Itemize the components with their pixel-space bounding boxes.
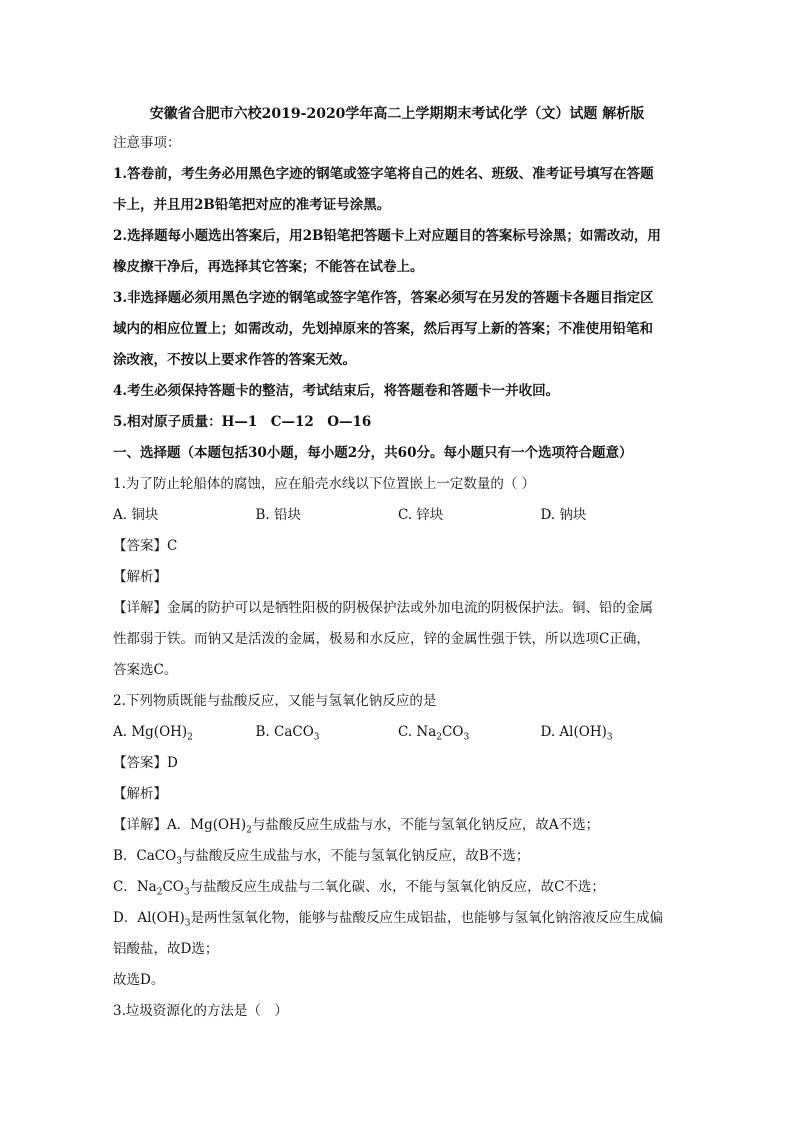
question-2-options	[113, 717, 683, 748]
note-line: 橡皮擦干净后，再选择其它答案；不能答在试卷上。	[113, 259, 424, 275]
question-1-analysis-label: 【解析】	[113, 569, 167, 585]
note-line: 卡上，并且用2B铅笔把对应的准考证号涂黑。	[113, 197, 391, 213]
question-2-detail-line: C．$Na_2CO_3$与盐酸反应生成盐与二氧化碳、水，不能与氢氧化钠反应，故C不选；	[113, 879, 605, 898]
question-1-detail-line: 答案选C。	[113, 662, 178, 678]
question-2-detail-line: D．$Al(OH)_3$是两性氢氧化物，能够与盐酸反应生成铝盐，也能够与氢氧化钠溶液反应生成偏	[113, 910, 663, 929]
option-c: C. 锌块	[398, 507, 444, 523]
note-line: 3.非选择题必须用黑色字迹的钢笔或签字笔作答，答案必须写在另发的答题卡各题目指定区	[113, 290, 654, 306]
question-2-answer: 【答案】D	[113, 755, 178, 771]
note-line: 2.选择题每小题选出答案后，用2B铅笔把答题卡上对应题目的答案标号涂黑；如需改动，用	[113, 228, 661, 244]
section-heading: 一、选择题（本题包括30小题，每小题2分，共60分。每小题只有一个选项符合题意）	[113, 445, 633, 461]
question-1-stem: 1.为了防止轮船体的腐蚀，应在船壳水线以下位置嵌上一定数量的（ ）	[113, 476, 536, 492]
question-2-stem: 2.下列物质既能与盐酸反应，又能与氢氧化钠反应的是	[113, 693, 437, 709]
question-2-detail-line: 铝酸盐，故D选；	[113, 941, 219, 957]
note-line: 4.考生必须保持答题卡的整洁，考试结束后，将答题卷和答题卡一并收回。	[113, 383, 560, 399]
question-1-answer: 【答案】C	[113, 538, 178, 554]
option-c: C. $Na_2CO_3$	[398, 724, 470, 743]
option-b: B. CaCO$_3$	[255, 724, 320, 743]
question-1-options	[113, 500, 683, 531]
note-line: 5.相对原子质量：H—1 C—12 O—16	[113, 414, 372, 430]
document-body	[113, 128, 683, 1027]
question-3-stem: 3.垃圾资源化的方法是（ ）	[113, 1003, 288, 1019]
question-1-detail-line: 性都弱于铁。而钠又是活泼的金属，极易和水反应，锌的金属性强于铁，所以选项C正确，	[113, 631, 650, 647]
option-b: B. 铅块	[255, 507, 302, 523]
option-a: A. $Mg(OH)_2$	[113, 724, 193, 743]
option-d: D. $Al(OH)_3$	[540, 724, 613, 743]
question-1-detail-line: 【详解】金属的防护可以是牺牲阳极的阴极保护法或外加电流的阴极保护法。铜、铅的金属	[113, 600, 653, 616]
question-2-conclusion: 故选D。	[113, 972, 165, 988]
note-line: 涂改液，不按以上要求作答的答案无效。	[113, 352, 356, 368]
note-line: 域内的相应位置上；如需改动，先划掉原来的答案，然后再写上新的答案；不准使用铅笔和	[113, 321, 653, 337]
question-2-detail-line: B．CaCO$_3$与盐酸反应生成盐与水，不能与氢氧化钠反应，故B不选；	[113, 848, 530, 867]
option-d: D. 钠块	[540, 507, 587, 523]
notes-heading: 注意事项：	[113, 135, 181, 151]
question-2-detail-line: 【详解】A．$Mg(OH)_2$与盐酸反应生成盐与水，不能与氢氧化钠反应，故A不选；	[113, 817, 600, 836]
note-line: 1.答卷前，考生务必用黑色字迹的钢笔或签字笔将自己的姓名、班级、准考证号填写在答题	[113, 166, 654, 182]
question-2-analysis-label: 【解析】	[113, 786, 167, 802]
document-title: 安徽省合肥市六校2019-2020学年高二上学期期末考试化学（文）试题 解析版	[149, 106, 645, 122]
option-a: A. 铜块	[113, 507, 159, 523]
